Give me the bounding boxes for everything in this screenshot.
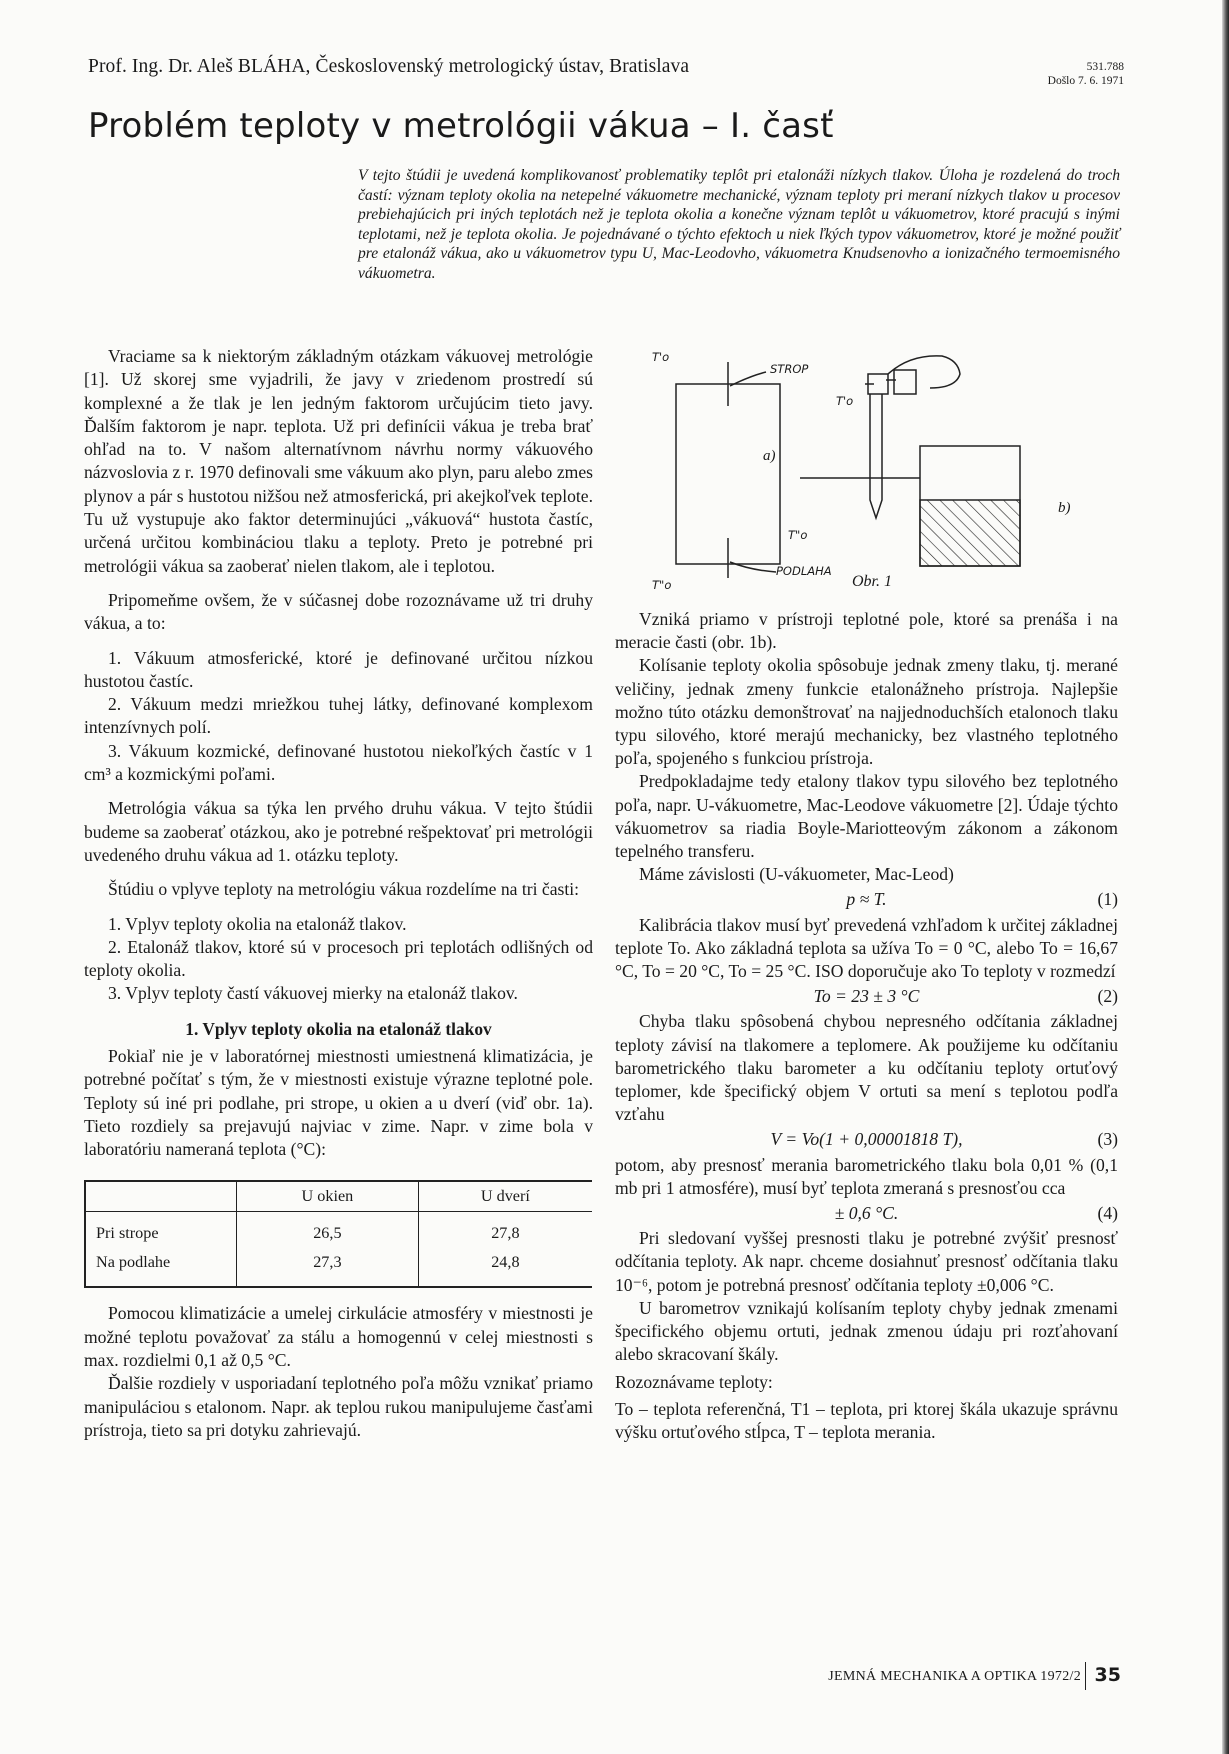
paragraph: Pomocou klimatizácie a umelej cirkulácie atmosféry v miestnosti je možné teplotu považovať za stálu a homogennú v celej miestnosti s max. rozdielmi 0,1 až 0,5 °C. (84, 1303, 593, 1370)
udc-number: 531.788 (1086, 61, 1124, 73)
table-cell: Na podlahe (85, 1248, 237, 1287)
paragraph: Pokiaľ nie je v laboratórnej miestnosti umiestnená klimatizácia, je potrebné počítať s tým, že v miestnosti existuje výrazne teplotné pole. Teploty sú iné pri podlahe, pri strope, u okien a u dverí (viď obr. 1a). Tieto rozdiely sa prejavujú najviac v zime. Napr. v zime bola v laboratóriu nameraná teplota (°C): (84, 1046, 593, 1160)
label-t0-top: T'o (652, 350, 670, 364)
paragraph: Ďalšie rozdiely v usporiadaní teplotného poľa môžu vznikať priamo manipuláciou s etalonom. Napr. ak teplou rukou manipulujeme časťami prístroja, tieto sa pri dotyku zahrievajú. (84, 1373, 593, 1440)
table-cell: 24,8 (418, 1248, 592, 1287)
paragraph: Štúdiu o vplyve teploty na metrológiu vákua rozdelíme na tri časti: (108, 879, 580, 900)
equation-text: To = 23 ± 3 °C (813, 986, 920, 1007)
paragraph: Pripomeňme ovšem, že v súčasnej dobe rozoznávame už tri druhy vákua, a to: (84, 589, 593, 634)
paragraph: Rozoznávame teploty: (615, 1371, 773, 1392)
probe-clamp (894, 370, 916, 394)
vacuum-kinds-list (84, 647, 593, 787)
paragraph: Metrológia vákua sa týka len prvého druhu vákua. V tejto štúdii budeme sa zaoberať otázkou, ako je potrebné rešpektovať pri metrológii uvedeného druhu vákua ad 1. otázku teploty. (84, 798, 593, 865)
equation-text: V = Vo(1 + 0,00001818 T), (770, 1129, 963, 1150)
figure-drawing (660, 348, 1120, 598)
list-item: 2. Etalonáž tlakov, ktoré sú v procesoch pri teplotách odlišných od teploty okolia. (84, 936, 593, 981)
equation-number: (4) (1097, 1203, 1118, 1224)
paragraph: potom, aby presnosť merania barometrického tlaku bola 0,01 % (0,1 mb pri 1 atmosfére), musí byť teplota zmeraná s presnosťou cca (615, 1154, 1118, 1198)
left-column (84, 345, 593, 1442)
table-cell: 27,3 (237, 1248, 419, 1287)
table-header-cell: U okien (237, 1181, 419, 1212)
list-item: 3. Vplyv teploty častí vákuovej mierky na etalonáž tlakov. (108, 983, 518, 1004)
equation-number: (1) (1097, 889, 1118, 910)
equation-4 (615, 1202, 1118, 1225)
article-title: Problém teploty v metrológii vákua – I. časť (88, 106, 834, 146)
right-column (615, 608, 1118, 1444)
temperature-table (84, 1180, 592, 1289)
study-parts-list (84, 913, 593, 1006)
journal-footer: JEMNÁ MECHANIKA A OPTIKA 1972/2 (828, 1669, 1081, 1684)
author-line: Prof. Ing. Dr. Aleš BLÁHA, Československý metrologický ústav, Bratislava (88, 56, 690, 77)
paragraph: Kolísanie teploty okolia spôsobuje jednak zmeny tlaku, tj. merané veličiny, jednak zmeny funkcie etalonážneho prístroja. Najlepšie možno túto otázku demonštrovať na najjednoduchších etalonoch tlaku typu silového, ktoré merajú mechanicky, bez vlastného teplotného poľa, spojeného s funkciou prístroja. (615, 655, 1118, 769)
table-header-cell: U dverí (418, 1181, 592, 1212)
probe-stem (870, 394, 882, 518)
label-t0-b2: T"o (788, 528, 808, 542)
label-t0-b1: T'o (836, 394, 854, 408)
list-item: 1. Vplyv teploty okolia na etalonáž tlakov. (108, 913, 407, 934)
page-edge (1222, 0, 1229, 1754)
label-podlaha: PODLAHA (776, 564, 832, 578)
equation-1 (615, 888, 1118, 911)
hand-outline (888, 356, 960, 388)
label-b: b) (1058, 500, 1071, 516)
section-heading: 1. Vplyv teploty okolia na etalonáž tlakov (185, 1018, 492, 1039)
table-cell: Pri strope (85, 1211, 237, 1248)
equation-3 (615, 1128, 1118, 1151)
equation-text: ± 0,6 °C. (834, 1203, 899, 1224)
equation-number: (2) (1097, 986, 1118, 1007)
paragraph: Vraciame sa k niektorým základným otázkam vákuovej metrológie [1]. Už skorej sme vyjadrili, že javy v zriedenom prostredí sú komplexné a že tlak je len jedným faktorom určujúcim tieto javy. Ďalším faktorom je napr. teplota. Už pri definícii vákua je treba brať ohľad na to. V našom alternatívnom návrhu normy vákuového názvoslovia z r. 1970 definovali sme vákuum ako plyn, paru alebo zmes plynov a pár s hustotou nižšou než atmosferická, pri akejkoľvek teplote. Tu už vystupuje ako faktor determinujúci „vákuová“ hustota častíc, určená určitou kombináciou tlaku a teploty. Preto je potrebné pri metrológii vákua sa zaoberať nielen tlakom, ale i teplotou. (84, 346, 593, 576)
room-outline (676, 384, 780, 564)
paragraph: Predpokladajme tedy etalony tlakov typu silového bez teplotného poľa, napr. U-vákuometre, Mac-Leodove vákuometre [2]. Údaje týchto vákuometrov sa riadia Boyle-Mariotteovým zákonom a zákonom tepelného transferu. (615, 771, 1118, 862)
liquid-hatched-area (920, 500, 1020, 566)
label-a: a) (763, 448, 776, 464)
figure-1 (652, 348, 1120, 598)
list-item: 3. Vákuum kozmické, definované hustotou niekoľkých častíc v 1 cm³ a kozmickými poľami. (84, 740, 593, 785)
abstract: V tejto štúdii je uvedená komplikovanosť problematiky teplôt pri etalonáži nízkych tlakov. Úloha je rozdelená do troch častí: význam teploty okolia na netepelné vákuometre mechanické, význam teploty pri meraní nízkych tlakov u procesov prebiehajúcich pri iných teplotách než je teplota okolia a konečne význam teplôt u vákuometrov, ktoré pracujú s inými teplotami, než je teplota okolia. Je pojednávané o týchto efektoch u niek ľkých typov vákuometrov, ktoré je možné použiť pre etalonáž vákua, ako u vákuometrov typu U, Mac-Leodovho, vákuometra Knudsenovho a ionizačného termoemisného vákuometra. (358, 167, 1120, 282)
equation-2 (615, 985, 1118, 1008)
paragraph: Máme závislosti (U-vákuometer, Mac-Leod) (639, 864, 954, 885)
table-row (85, 1211, 592, 1248)
figure-caption: Obr. 1 (852, 573, 893, 590)
page-number: 35 (1094, 1664, 1121, 1686)
equation-text: p ≈ T. (846, 889, 887, 910)
udc-block (1048, 60, 1124, 88)
paragraph: Vzniká priamo v prístroji teplotné pole, ktoré sa prenáša i na meracie časti (obr. 1b). (615, 609, 1118, 653)
paragraph: Pri sledovaní vyššej presnosti tlaku je potrebné zvýšiť presnosť odčítania teploty. Ak napr. chceme dosiahnuť presnosť odčítania tlaku 10⁻⁶, potom je potrebná presnosť odčítania teploty ±0,006 °C. (615, 1228, 1118, 1295)
label-strop: STROP (770, 362, 809, 376)
table-row (85, 1248, 592, 1287)
received-date: Došlo 7. 6. 1971 (1047, 75, 1124, 87)
paragraph: Kalibrácia tlakov musí byť prevedená vzhľadom k určitej základnej teplote To. Ako základná teplota sa užíva To = 0 °C, alebo To = 16,67 °C, To = 20 °C, To = 25 °C. ISO doporučuje ako To teploty v rozmedzí (615, 914, 1118, 982)
table-header-row (85, 1181, 592, 1212)
table-header-cell (85, 1181, 237, 1212)
list-item: 2. Vákuum medzi mriežkou tuhej látky, definované komplexom intenzívnych polí. (84, 694, 593, 738)
paragraph: U barometrov vznikajú kolísaním teploty chyby jednak zmenami špecifického objemu ortuti, jednak zmenou údaju pri rozťahovaní alebo skracovaní škály. (615, 1297, 1118, 1365)
paragraph: Chyba tlaku spôsobená chybou nepresného odčítania základnej teploty závisí na tlakomere a teplomere. Ak použijeme ku odčítaniu barometrického tlaku barometer a ku odčítaniu teploty ortuťový teplomer, kde špecifický objem V ortuti sa mení s teplotou podľa vzťahu (615, 1011, 1118, 1125)
equation-number: (3) (1097, 1129, 1118, 1150)
paragraph: To – teplota referenčná, T1 – teplota, pri ktorej škála ukazuje správnu výšku ortuťového stĺpca, T – teplota merania. (615, 1398, 1118, 1442)
list-item: 1. Vákuum atmosferické, ktoré je definované určitou nízkou hustotou častíc. (84, 647, 593, 691)
footer-divider (1085, 1662, 1086, 1690)
table-cell: 27,8 (418, 1211, 592, 1248)
table-cell: 26,5 (237, 1211, 419, 1248)
label-t0-bottom: T"o (652, 578, 672, 592)
